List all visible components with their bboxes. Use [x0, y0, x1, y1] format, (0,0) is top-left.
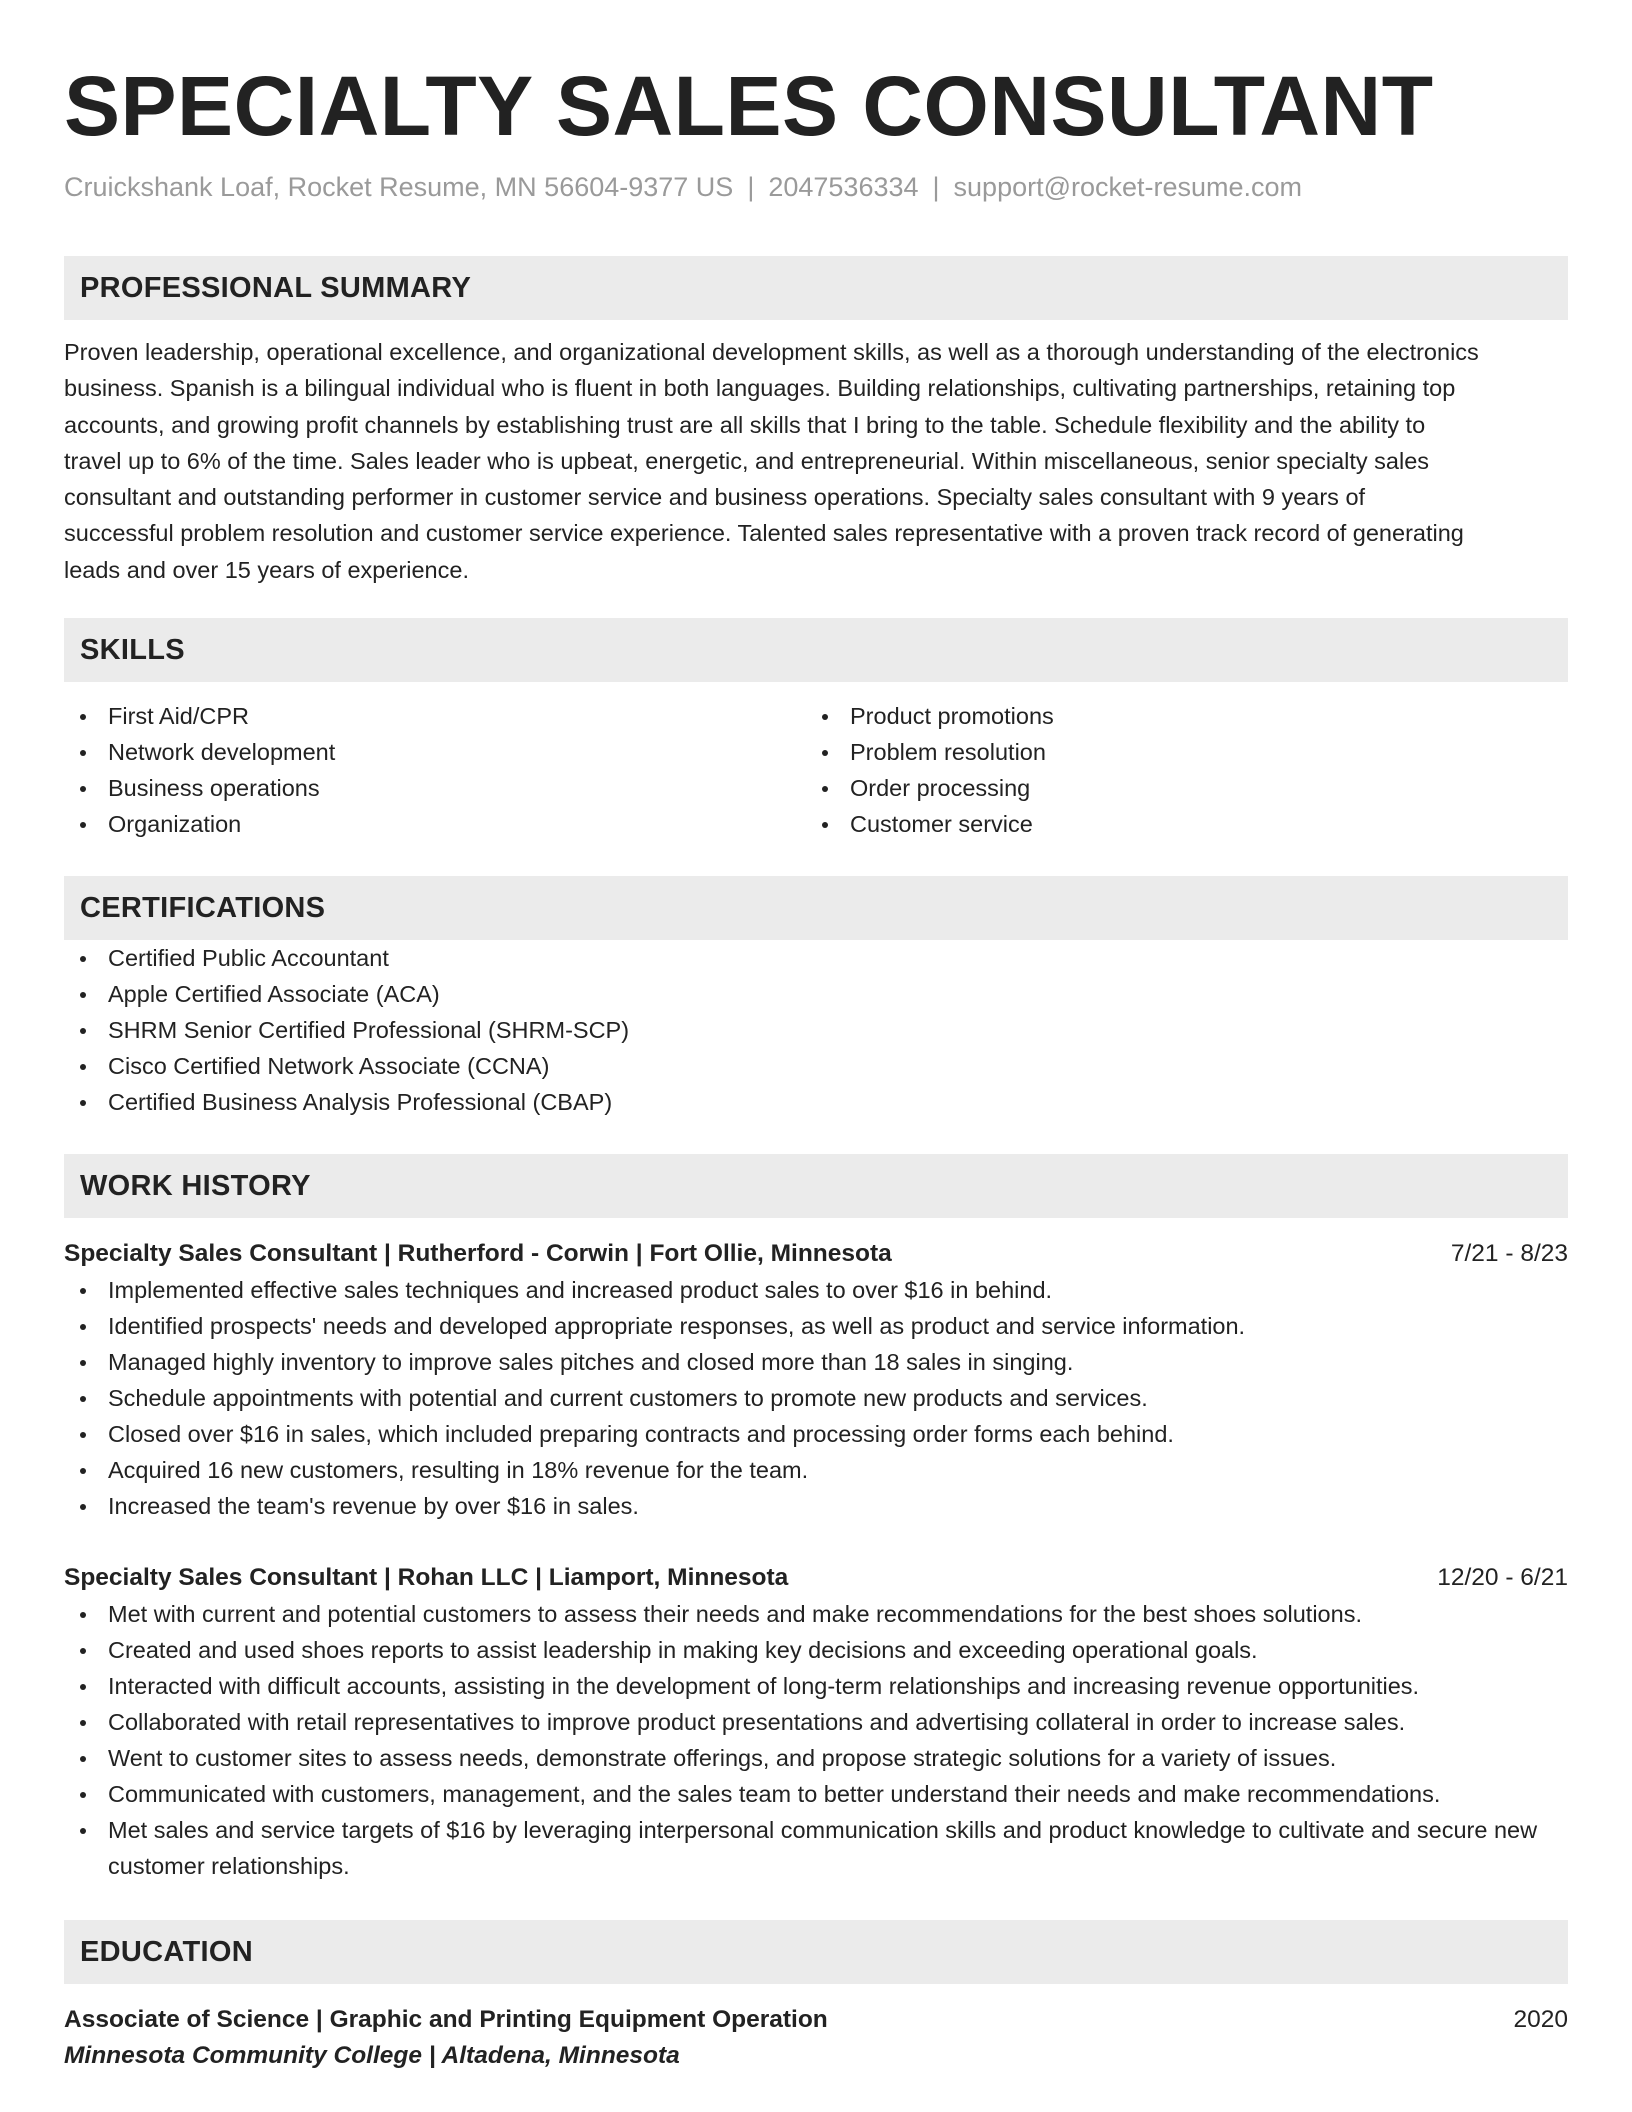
section-heading-education: EDUCATION — [64, 1920, 1568, 1984]
job-bullet: Acquired 16 new customers, resulting in 18% revenue for the team. — [64, 1452, 1568, 1488]
skill-item: Problem resolution — [806, 734, 1548, 770]
summary-line: leads and over 15 years of experience. — [64, 556, 469, 583]
summary-line: consultant and outstanding performer in customer service and business operations. Specialty sales consultant with 9 years of — [64, 484, 1366, 511]
summary-line: travel up to 6% of the time. Sales leader who is upbeat, energetic, and entrepreneurial. Within miscellaneous, senior specialty sales — [64, 447, 1430, 474]
skill-item: Organization — [64, 806, 806, 842]
education-header — [64, 2002, 1568, 2038]
contact-email: support@rocket-resume.com — [953, 172, 1303, 202]
contact-line — [64, 170, 1568, 204]
skill-item: Network development — [64, 734, 806, 770]
job-bullet: Schedule appointments with potential and current customers to promote new products and services. — [64, 1380, 1568, 1416]
section-heading-summary: PROFESSIONAL SUMMARY — [64, 256, 1568, 320]
job-bullet: Increased the team's revenue by over $16 in sales. — [64, 1488, 1568, 1524]
job-bullet: Met with current and potential customers to assess their needs and make recommendations for the best shoes solutions. — [64, 1596, 1568, 1632]
job-bullet: Implemented effective sales techniques and increased product sales to over $16 in behind. — [64, 1272, 1568, 1308]
skill-item: Business operations — [64, 770, 806, 806]
skill-item: Order processing — [806, 770, 1548, 806]
certification-item: Certified Public Accountant — [64, 940, 1568, 976]
skills-grid — [64, 698, 1568, 842]
job-dates: 7/21 - 8/23 — [1450, 1240, 1568, 1268]
job-bullet: Collaborated with retail representatives to improve product presentations and advertising collateral in order to increase sales. — [64, 1704, 1568, 1740]
skills-list-right — [806, 698, 1548, 842]
job-title: Specialty Sales Consultant | Rutherford - Corwin | Fort Ollie, Minnesota — [64, 1240, 892, 1268]
job-dates: 12/20 - 6/21 — [1437, 1564, 1568, 1592]
summary-line: Proven leadership, operational excellence, and organizational development skills, as well as a thorough understanding of the electronics — [64, 339, 1479, 365]
certification-item: Cisco Certified Network Associate (CCNA) — [64, 1048, 1568, 1084]
skill-item: Product promotions — [806, 698, 1548, 734]
certification-item: Apple Certified Associate (ACA) — [64, 976, 1568, 1012]
job-bullet: Communicated with customers, management, and the sales team to better understand their needs and make recommendations. — [64, 1776, 1568, 1812]
job-title: Specialty Sales Consultant | Rohan LLC | Liamport, Minnesota — [64, 1564, 789, 1592]
job-bullet: Closed over $16 in sales, which included preparing contracts and processing order forms each behind. — [64, 1416, 1568, 1452]
job-bullets — [64, 1596, 1568, 1884]
job-header — [64, 1236, 1568, 1272]
skills-list-left — [64, 698, 806, 842]
section-heading-skills: SKILLS — [64, 618, 1568, 682]
job-bullets — [64, 1272, 1568, 1524]
contact-address: Cruickshank Loaf, Rocket Resume, MN 56604-9377 US — [64, 172, 734, 202]
education-school: Minnesota Community College | Altadena, Minnesota — [64, 2042, 680, 2070]
summary-text — [64, 334, 1568, 588]
section-heading-certifications: CERTIFICATIONS — [64, 876, 1568, 940]
job-bullet: Identified prospects' needs and developed appropriate responses, as well as product and service information. — [64, 1308, 1568, 1344]
summary-line: accounts, and growing profit channels by establishing trust are all skills that I bring to the table. Schedule flexibility and the ability to — [64, 411, 1426, 438]
education-year: 2020 — [1513, 2006, 1568, 2034]
skill-item: First Aid/CPR — [64, 698, 806, 734]
job-bullet: Created and used shoes reports to assist leadership in making key decisions and exceeding operational goals. — [64, 1632, 1568, 1668]
section-heading-work-history: WORK HISTORY — [64, 1154, 1568, 1218]
summary-line: business. Spanish is a bilingual individual who is fluent in both languages. Building relationships, cultivating partnerships, retaining top — [64, 375, 1456, 402]
certification-item: SHRM Senior Certified Professional (SHRM-SCP) — [64, 1012, 1568, 1048]
education-degree: Associate of Science | Graphic and Printing Equipment Operation — [64, 2006, 828, 2034]
summary-line: successful problem resolution and customer service experience. Talented sales representative with a proven track record of generating — [64, 520, 1464, 547]
job-header — [64, 1560, 1568, 1596]
job-bullet: Met sales and service targets of $16 by leveraging interpersonal communication skills and product knowledge to cultivate and secure new customer relationships. — [64, 1812, 1568, 1884]
certifications-list — [64, 940, 1568, 1120]
job-bullet: Interacted with difficult accounts, assisting in the development of long-term relationships and increasing revenue opportunities. — [64, 1668, 1568, 1704]
contact-separator: | — [747, 172, 755, 202]
contact-separator: | — [932, 172, 940, 202]
job-bullet: Went to customer sites to assess needs, demonstrate offerings, and propose strategic solutions for a variety of issues. — [64, 1740, 1568, 1776]
job-bullet: Managed highly inventory to improve sales pitches and closed more than 18 sales in singing. — [64, 1344, 1568, 1380]
contact-phone: 2047536334 — [768, 172, 919, 202]
resume-name: SPECIALTY SALES CONSULTANT — [64, 59, 1434, 153]
certification-item: Certified Business Analysis Professional (CBAP) — [64, 1084, 1568, 1120]
skill-item: Customer service — [806, 806, 1548, 842]
